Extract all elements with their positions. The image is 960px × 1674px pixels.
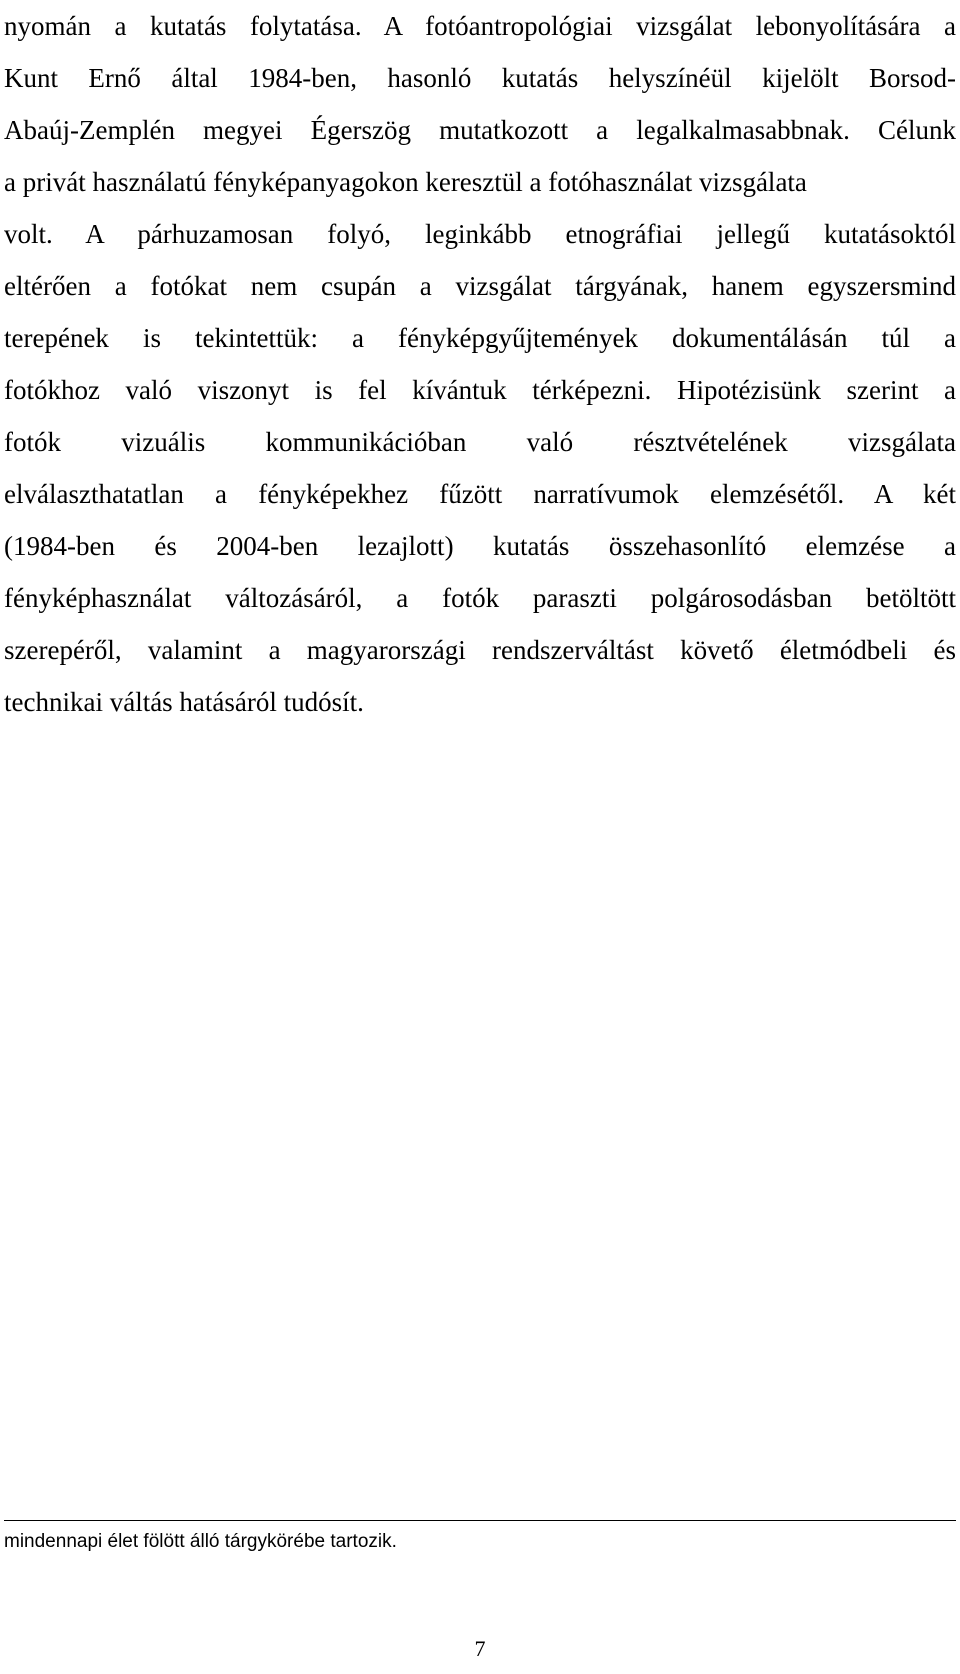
text-line: Abaúj-Zemplén megyei Égerszög mutatkozott a legalkalmasabbnak. Célunk <box>4 115 956 145</box>
page-number: 7 <box>474 1636 486 1661</box>
text-line: volt. A párhuzamosan folyó, leginkább etnográfiai jellegű kutatásoktól <box>4 219 956 249</box>
text-line: elválaszthatatlan a fényképekhez fűzött narratívumok elemzésétől. A két <box>4 479 956 509</box>
text-line: technikai váltás hatásáról tudósít. <box>4 687 364 717</box>
text-line: fotókhoz való viszonyt is fel kívántuk térképezni. Hipotézisünk szerint a <box>4 375 956 405</box>
text-line: (1984-ben és 2004-ben lezajlott) kutatás összehasonlító elemzése a <box>4 531 956 561</box>
text-line: terepének is tekintettük: a fényképgyűjtemények dokumentálásán túl a <box>4 323 956 353</box>
text-line: fotók vizuális kommunikációban való résztvételének vizsgálata <box>4 427 956 457</box>
text-line: nyomán a kutatás folytatása. A fotóantropológiai vizsgálat lebonyolítására a <box>4 11 956 41</box>
footnote-text: mindennapi élet fölött álló tárgykörébe tartozik. <box>4 1531 397 1552</box>
text-line: szerepéről, valamint a magyarországi rendszerváltást követő életmódbeli és <box>4 635 956 665</box>
text-line: a privát használatú fényképanyagokon keresztül a fotóhasználat vizsgálata <box>4 167 807 197</box>
text-line: fényképhasználat változásáról, a fotók paraszti polgárosodásban betöltött <box>4 583 956 613</box>
body-paragraph <box>4 0 956 728</box>
text-line: eltérően a fotókat nem csupán a vizsgálat tárgyának, hanem egyszersmind <box>4 271 956 301</box>
text-line: Kunt Ernő által 1984-ben, hasonló kutatás helyszínéül kijelölt Borsod- <box>4 63 956 93</box>
footnote-separator <box>4 1520 956 1521</box>
